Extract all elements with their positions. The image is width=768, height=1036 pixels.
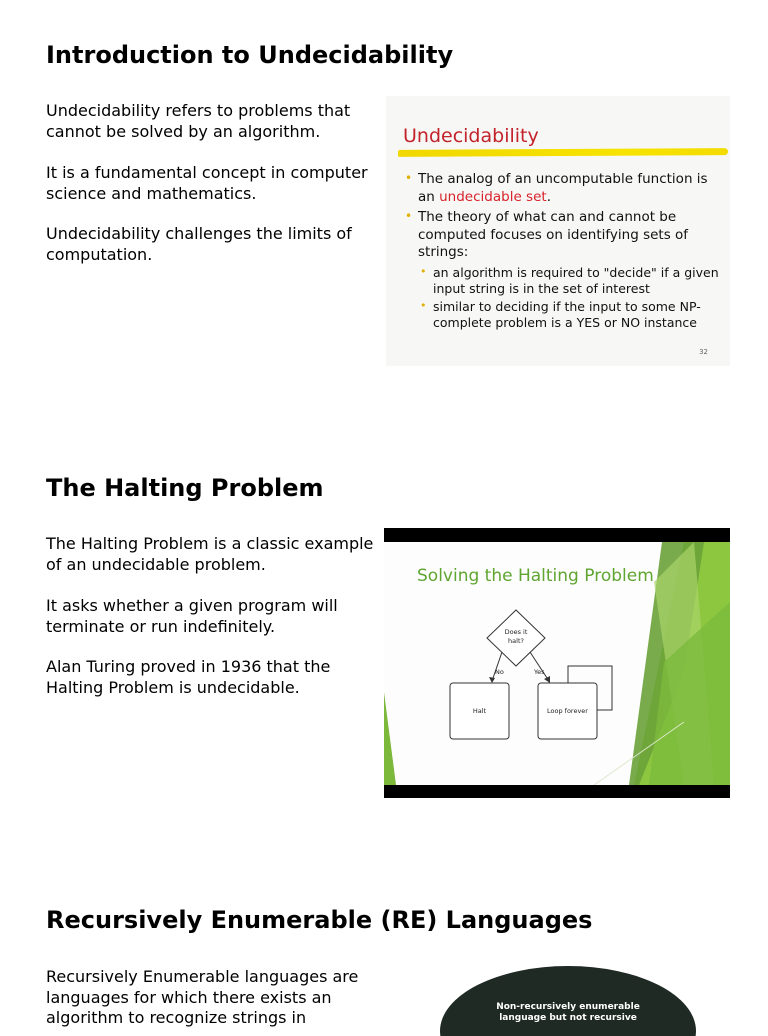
slide-page-number: 32 bbox=[699, 348, 708, 356]
highlight-text: undecidable set bbox=[439, 188, 547, 205]
paragraph: Alan Turing proved in 1936 that the Halting Problem is undecidable. bbox=[46, 657, 331, 697]
slide-sub-bullet: • similar to deciding if the input to some NP-complete problem is a YES or NO instance bbox=[420, 299, 725, 331]
paragraph: The Halting Problem is a classic example of an undecidable problem. bbox=[46, 534, 374, 574]
diagram-oval bbox=[440, 966, 696, 1036]
halt-box-label: Halt bbox=[472, 707, 487, 715]
paragraph: Undecidability refers to problems that cannot be solved by an algorithm. bbox=[46, 101, 351, 141]
slide-bullet: • The theory of what can and cannot be computed focuses on identifying sets of strings: bbox=[404, 209, 724, 262]
slide-title-underline bbox=[398, 148, 728, 157]
paragraph: Undecidability challenges the limits of computation. bbox=[46, 224, 352, 264]
paragraph: Recursively Enumerable languages are languages for which there exists an algorithm to recognize strings in bbox=[46, 967, 359, 1027]
undecidability-slide-image bbox=[386, 96, 730, 366]
paragraph: It asks whether a given program will terminate or run indefinitely. bbox=[46, 596, 338, 636]
slide-title: Undecidability bbox=[403, 125, 539, 147]
diagram-oval-label: Non-recursively enumerable language but not recursive bbox=[496, 1002, 640, 1023]
halting-problem-slide-image bbox=[384, 528, 730, 798]
decision-node-label: Does it halt? bbox=[504, 628, 528, 645]
loop-box-label: Loop forever bbox=[547, 707, 588, 715]
slide-title: Solving the Halting Problem bbox=[417, 566, 654, 586]
slide-bullet: • The analog of an uncomputable function is an undecidable set. bbox=[404, 171, 724, 206]
no-label: No bbox=[495, 668, 504, 676]
re-languages-diagram-image bbox=[440, 966, 696, 1036]
section-title: The Halting Problem bbox=[46, 474, 324, 502]
slide-sub-bullet-list bbox=[420, 265, 725, 333]
slide-bullet-list bbox=[404, 171, 724, 265]
slide-sub-bullet: • an algorithm is required to "decide" if a given input string is in the set of interest bbox=[420, 265, 725, 297]
yes-label: Yes bbox=[534, 668, 545, 676]
section-title: Recursively Enumerable (RE) Languages bbox=[46, 906, 593, 934]
section-title: Introduction to Undecidability bbox=[46, 41, 454, 69]
slide-content bbox=[384, 542, 730, 785]
paragraph: It is a fundamental concept in computer science and mathematics. bbox=[46, 163, 368, 203]
